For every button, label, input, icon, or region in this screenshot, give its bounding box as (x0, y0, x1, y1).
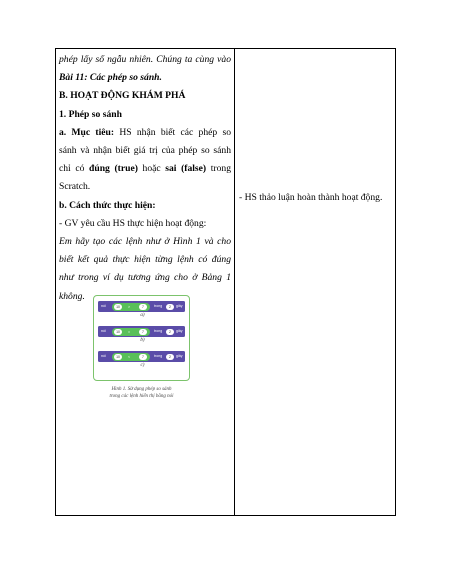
column-divider (234, 49, 235, 515)
comparison-operator (112, 353, 150, 361)
method-heading: b. Cách thức thực hiện: (59, 199, 156, 211)
in-label: trong (154, 354, 163, 358)
in-label: trong (154, 304, 163, 308)
say-label: nói (101, 304, 106, 308)
block-label-b: b) (140, 338, 145, 343)
right-operand: 7 (139, 329, 147, 335)
comparison-operator (112, 303, 150, 311)
figure-caption (93, 386, 190, 400)
lesson-table (55, 48, 396, 516)
lesson-title: Bài 11: Các phép so sánh. (59, 72, 162, 84)
goal-line-3 (59, 160, 231, 178)
say-label: nói (101, 329, 106, 333)
seconds-unit: giây (176, 304, 183, 308)
comparison-operator (112, 328, 150, 336)
operator-symbol: > (128, 304, 131, 309)
seconds-value: 2 (166, 304, 174, 310)
right-operand: 7 (139, 304, 147, 310)
scratch-figure (93, 295, 190, 381)
say-block-c (98, 351, 185, 362)
subsection-heading: 1. Phép so sánh (59, 108, 122, 120)
caption-line-2: trong các lệnh hiển thị bằng nói (109, 394, 174, 399)
goal-text-3e: trong (206, 163, 231, 175)
task-line-1: Em hãy tạo các lệnh như ở Hình 1 và cho (59, 236, 231, 248)
false-term: sai (false) (165, 163, 207, 175)
operator-symbol: = (128, 329, 131, 334)
left-operand: 10 (114, 304, 122, 310)
seconds-unit: giây (176, 354, 183, 358)
goal-line-2: sánh và nhận biết giá trị của phép so sánh (59, 145, 231, 157)
seconds-unit: giây (176, 329, 183, 333)
intro-line: phép lấy số ngẫu nhiên. Chúng ta cùng vào (59, 54, 231, 65)
left-cell (59, 51, 231, 306)
say-block-a (98, 301, 185, 312)
goal-line-4: Scratch. (59, 181, 91, 193)
block-label-a: a) (140, 313, 145, 318)
say-label: nói (101, 354, 106, 358)
goal-label: a. Mục tiêu: (59, 126, 115, 138)
operator-symbol: < (128, 354, 131, 359)
task-line-2: biết kết quả thực hiện từng lệnh có đúng (59, 254, 231, 266)
task-line-4: không. (59, 290, 85, 302)
in-label: trong (154, 329, 163, 333)
goal-text-1: HS nhận biết các phép so (114, 126, 231, 138)
right-operand: 7 (139, 354, 147, 360)
seconds-value: 2 (166, 354, 174, 360)
say-block-b (98, 326, 185, 337)
seconds-value: 2 (166, 329, 174, 335)
goal-text-3c: hoặc (137, 163, 166, 175)
section-heading: B. HOẠT ĐỘNG KHÁM PHÁ (59, 90, 186, 102)
task-line-3: như trong ví dụ tương ứng cho ở Bảng 1 (59, 272, 231, 284)
left-operand: 10 (114, 354, 122, 360)
block-label-c: c) (140, 363, 145, 368)
true-term: đúng (true) (89, 163, 138, 175)
goal-text-3a: chỉ có (59, 163, 90, 175)
left-operand: 10 (114, 329, 122, 335)
method-line: - GV yêu cầu HS thực hiện hoạt động: (59, 217, 207, 229)
goal-line-1 (59, 124, 231, 142)
caption-line-1: Hình 1. Sử dụng phép so sánh (111, 387, 172, 392)
right-cell-text: - HS thảo luận hoàn thành hoạt động. (239, 192, 383, 203)
